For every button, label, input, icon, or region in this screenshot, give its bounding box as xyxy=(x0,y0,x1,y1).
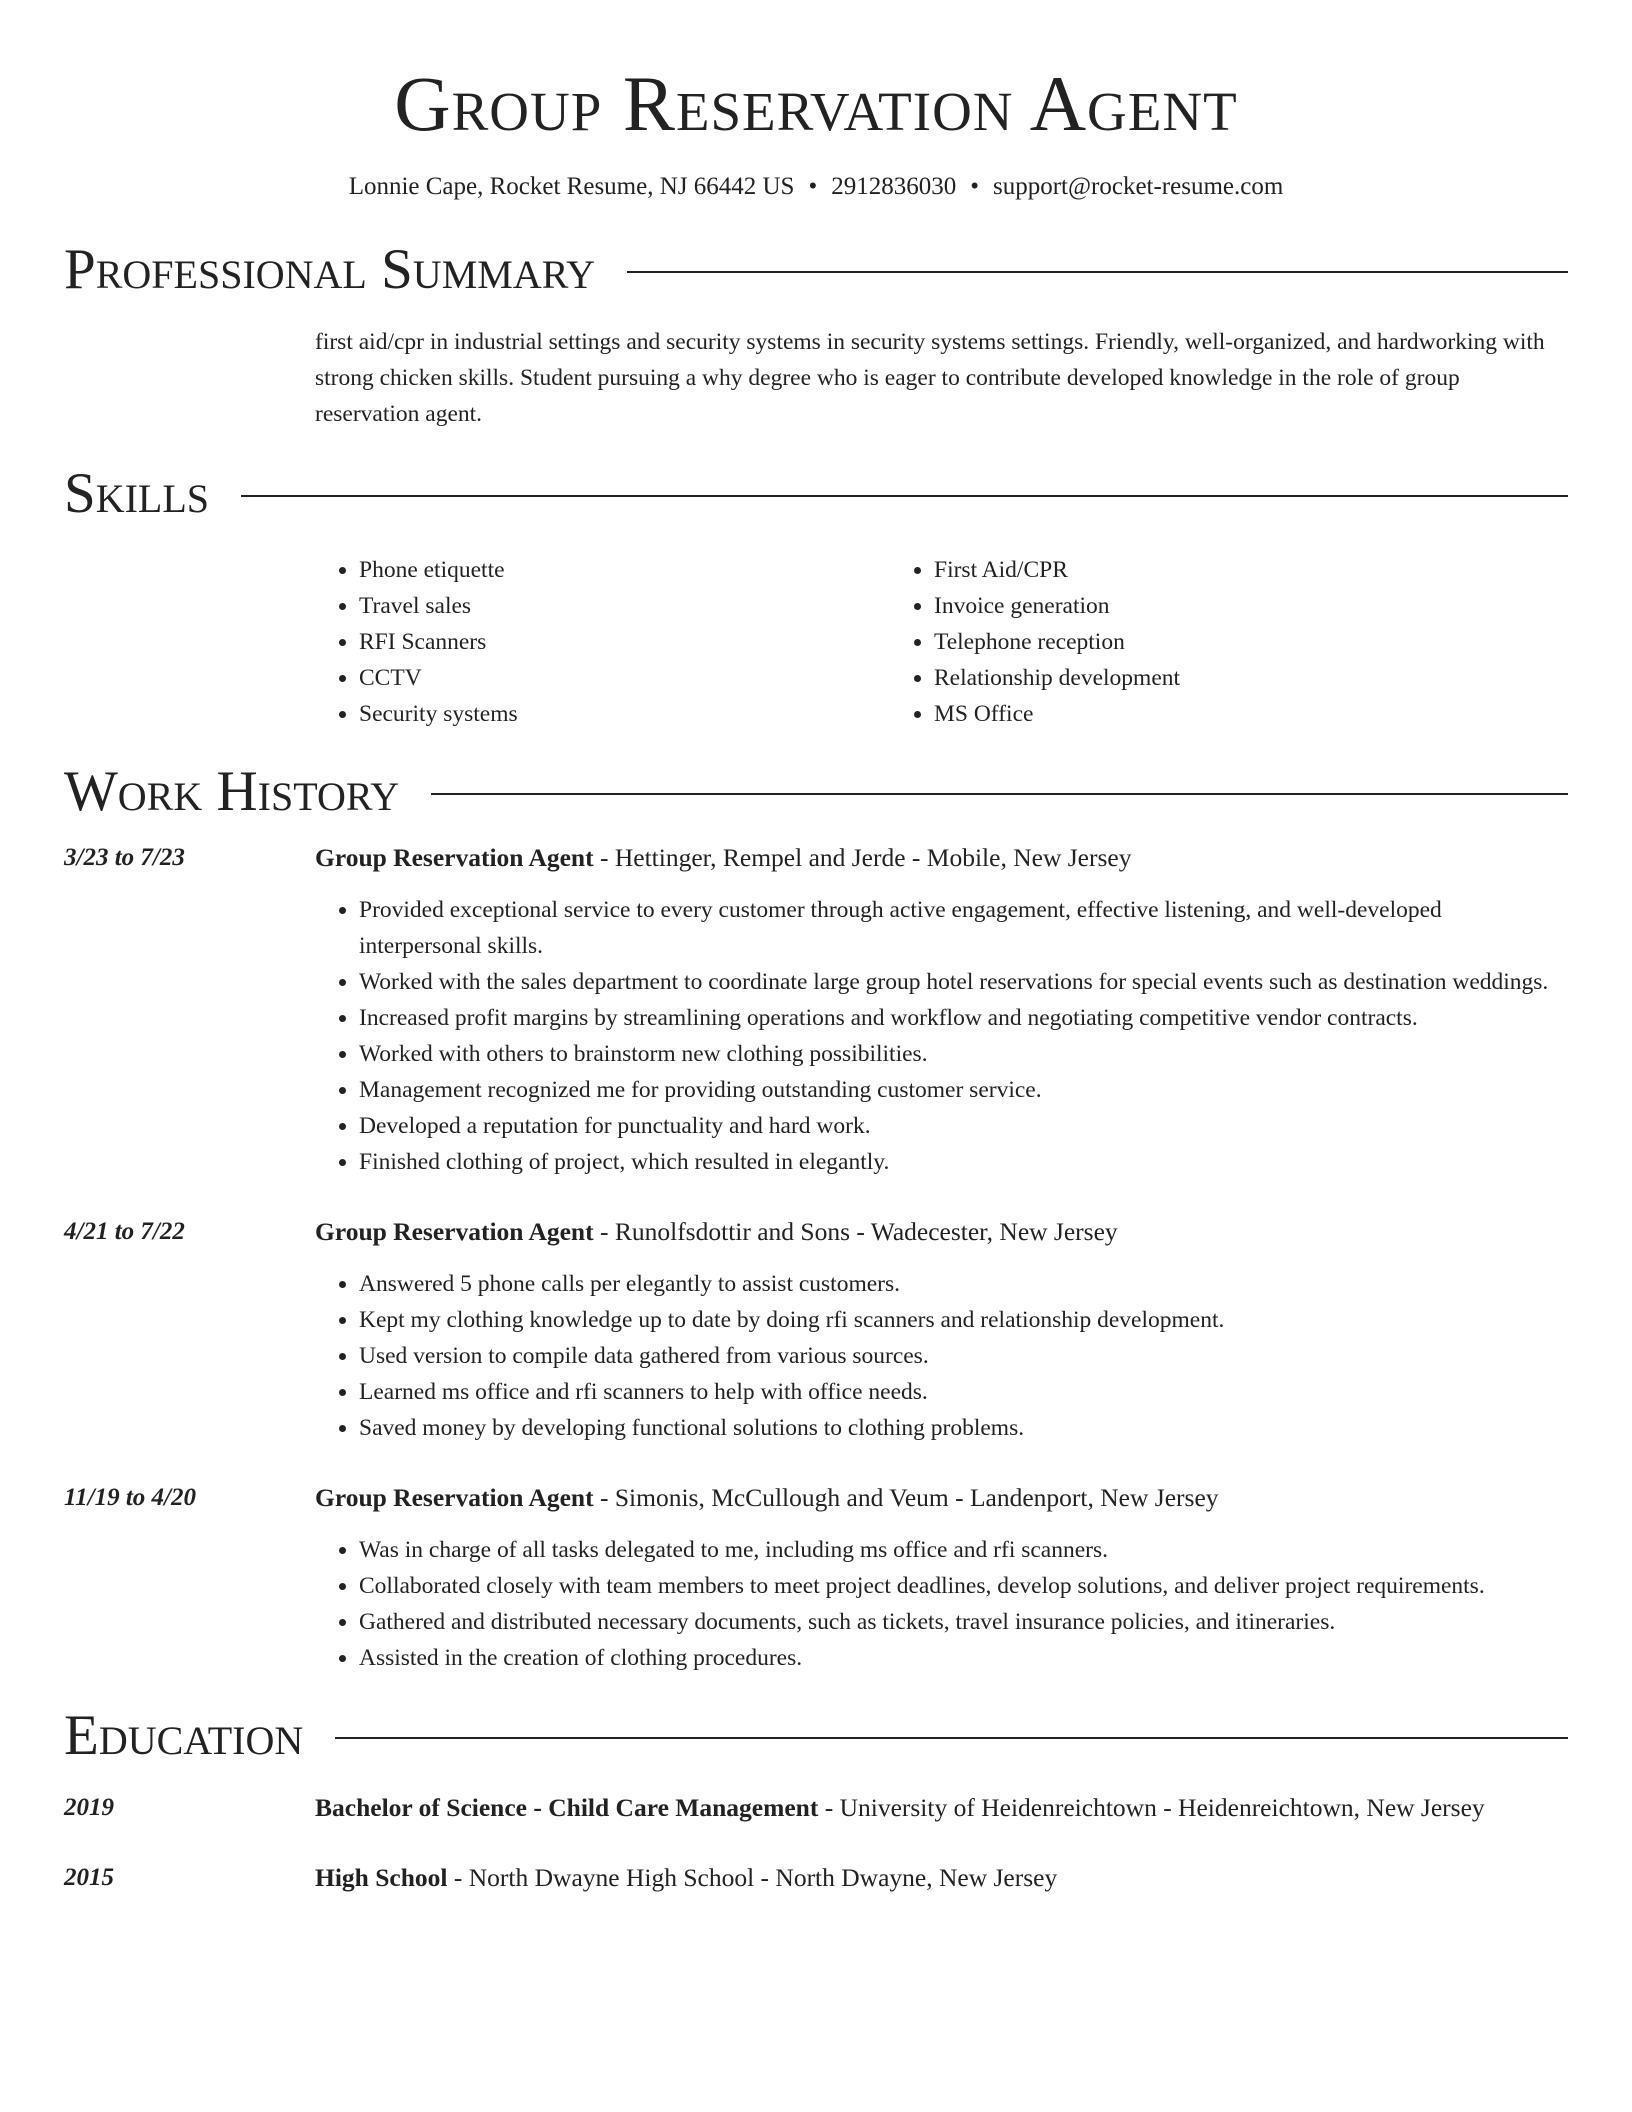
education-line xyxy=(315,1860,1568,1896)
contact-separator: • xyxy=(970,173,979,200)
job-entry xyxy=(64,840,1568,1180)
resume-title: Group Reservation Agent xyxy=(394,60,1238,147)
job-bullet: • Was in charge of all tasks delegated to me, including ms office and rfi scanners. xyxy=(359,1532,1568,1568)
skills-column-left xyxy=(315,552,890,732)
education-degree: High School xyxy=(315,1863,448,1892)
job-bullet: • Gathered and distributed necessary documents, such as tickets, travel insurance policies, and itineraries. xyxy=(359,1604,1568,1640)
job-dates: 11/19 to 4/20 xyxy=(64,1484,196,1511)
job-bullets xyxy=(315,1532,1568,1676)
skill-item: • CCTV xyxy=(359,660,890,696)
skill-item: • Invoice generation xyxy=(934,588,1180,624)
education-entry xyxy=(64,1790,1568,1826)
education-section-header xyxy=(64,1704,1568,1768)
job-bullet: • Answered 5 phone calls per elegantly to assist customers. xyxy=(359,1266,1568,1302)
education-year: 2019 xyxy=(64,1794,114,1821)
job-bullet: • Collaborated closely with team members to meet project deadlines, develop solutions, and deliver project requirements. xyxy=(359,1568,1568,1604)
job-bullets xyxy=(315,892,1568,1180)
contact-address: Lonnie Cape, Rocket Resume, NJ 66442 US xyxy=(348,173,795,200)
work-heading: Work History xyxy=(64,760,400,823)
job-bullet: • Assisted in the creation of clothing procedures. xyxy=(359,1640,1568,1676)
job-bullet: • Kept my clothing knowledge up to date by doing rfi scanners and relationship development. xyxy=(359,1302,1568,1338)
job-title-line xyxy=(315,1480,1568,1516)
section-divider xyxy=(627,271,1568,273)
job-details: - Runolfsdottir and Sons - Wadecester, New Jersey xyxy=(593,1217,1118,1246)
education-degree: Bachelor of Science - Child Care Management xyxy=(315,1793,819,1822)
job-role: Group Reservation Agent xyxy=(315,1217,594,1246)
job-bullet: • Developed a reputation for punctuality and hard work. xyxy=(359,1108,1568,1144)
job-bullet: • Worked with the sales department to coordinate large group hotel reservations for special events such as destination weddings. xyxy=(359,964,1568,1000)
skill-item: • Phone etiquette xyxy=(359,552,890,588)
skill-item: • Telephone reception xyxy=(934,624,1180,660)
work-section-header xyxy=(64,760,1568,824)
education-details: - University of Heidenreichtown - Heidenreichtown, New Jersey xyxy=(818,1793,1485,1822)
education-heading: Education xyxy=(64,1704,304,1767)
job-entry xyxy=(64,1480,1568,1676)
job-bullet: • Provided exceptional service to every customer through active engagement, effective listening, and well-developed interpersonal skills. xyxy=(359,892,1568,964)
summary-section-header xyxy=(64,238,1568,302)
education-entry xyxy=(64,1860,1568,1896)
job-bullet: • Worked with others to brainstorm new clothing possibilities. xyxy=(359,1036,1568,1072)
section-divider xyxy=(431,793,1568,795)
job-entry xyxy=(64,1214,1568,1446)
contact-line xyxy=(64,172,1568,202)
summary-heading: Professional Summary xyxy=(64,238,596,301)
section-divider xyxy=(241,495,1568,497)
contact-phone: 2912836030 xyxy=(831,173,957,200)
education-year: 2015 xyxy=(64,1864,114,1891)
skill-item: • RFI Scanners xyxy=(359,624,890,660)
skills-section-header xyxy=(64,462,1568,526)
skills-list xyxy=(315,552,1568,732)
skills-heading: Skills xyxy=(64,462,210,525)
skill-item: • Relationship development xyxy=(934,660,1180,696)
summary-text: first aid/cpr in industrial settings and security systems in security systems settings. Friendly, well-organized, and hardworking with strong chicken skills. Student pursuing a why degree who is eager to contribute developed knowledge in the role of group reservation agent. xyxy=(315,329,1545,427)
job-dates: 3/23 to 7/23 xyxy=(64,844,185,871)
job-bullet: • Saved money by developing functional solutions to clothing problems. xyxy=(359,1410,1568,1446)
job-details: - Simonis, McCullough and Veum - Landenport, New Jersey xyxy=(593,1483,1219,1512)
education-details: - North Dwayne High School - North Dwayne, New Jersey xyxy=(447,1863,1058,1892)
job-bullet: • Finished clothing of project, which resulted in elegantly. xyxy=(359,1144,1568,1180)
skill-item: • Security systems xyxy=(359,696,890,732)
job-bullets xyxy=(315,1266,1568,1446)
section-divider xyxy=(335,1737,1568,1739)
job-bullet: • Learned ms office and rfi scanners to help with office needs. xyxy=(359,1374,1568,1410)
job-bullet: • Increased profit margins by streamlining operations and workflow and negotiating competitive vendor contracts. xyxy=(359,1000,1568,1036)
skill-item: • Travel sales xyxy=(359,588,890,624)
job-bullet: • Used version to compile data gathered from various sources. xyxy=(359,1338,1568,1374)
job-dates: 4/21 to 7/22 xyxy=(64,1218,185,1245)
skill-item: • MS Office xyxy=(934,696,1180,732)
job-details: - Hettinger, Rempel and Jerde - Mobile, New Jersey xyxy=(593,843,1132,872)
contact-separator: • xyxy=(808,173,818,200)
skill-item: • First Aid/CPR xyxy=(934,552,1180,588)
skills-column-right xyxy=(890,552,1180,732)
contact-email: support@rocket-resume.com xyxy=(993,173,1284,200)
job-role: Group Reservation Agent xyxy=(315,843,594,872)
education-line xyxy=(315,1790,1568,1826)
job-title-line xyxy=(315,840,1568,876)
job-bullet: • Management recognized me for providing outstanding customer service. xyxy=(359,1072,1568,1108)
job-role: Group Reservation Agent xyxy=(315,1483,594,1512)
job-title-line xyxy=(315,1214,1568,1250)
